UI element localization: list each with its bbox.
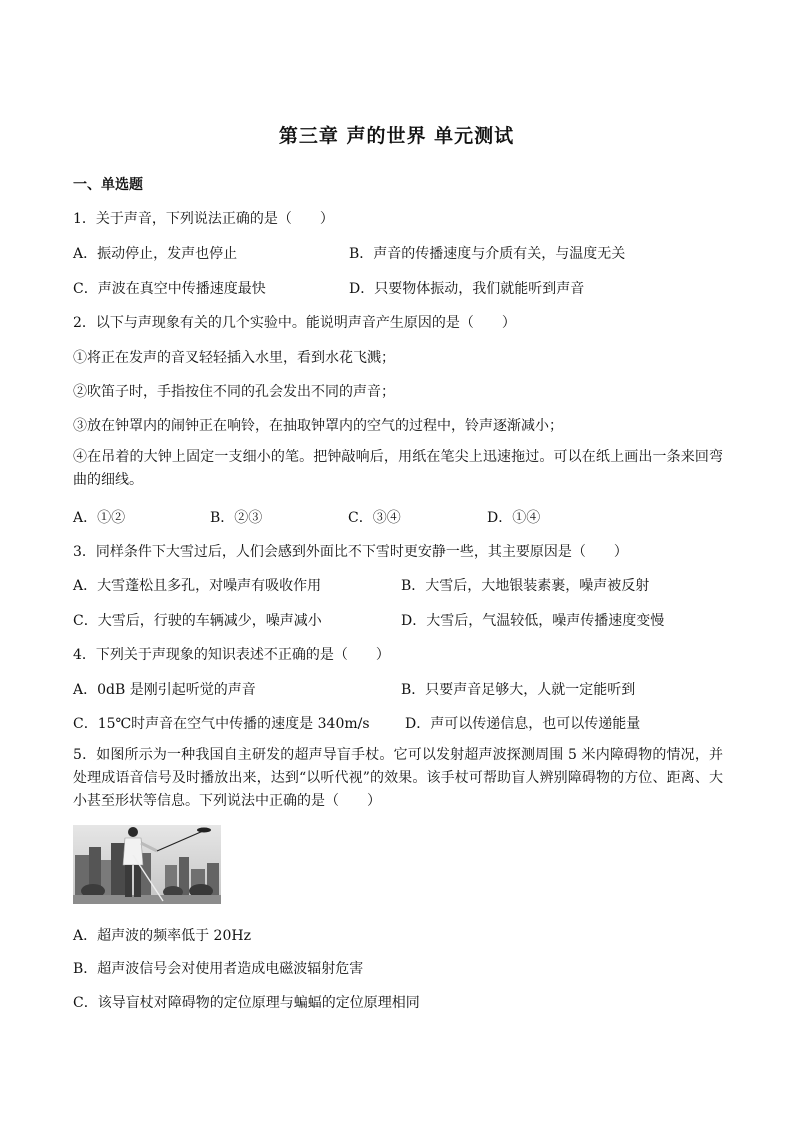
question-5-stem: 5．如图所示为一种我国自主研发的超声导盲手杖。它可以发射超声波探测周围 5 米内障碍物的情况，并处理成语音信号及时播放出来，达到“以听代视”的效果。该手杖可帮助盲人辨别障碍物的方位、距离、大小甚至形状等信息。下列说法中正确的是（ ）	[73, 747, 723, 809]
question-2-option-d: D．①④	[487, 510, 541, 526]
question-2-item-4: ④在吊着的大钟上固定一支细小的笔。把钟敲响后，用纸在笔尖上迅速拖过。可以在纸上画出一条来回弯曲的细线。	[73, 449, 723, 488]
question-4-option-a: A．0dB 是刚引起听觉的声音	[73, 682, 256, 698]
question-1-option-c: C．声波在真空中传播速度最快	[73, 281, 266, 297]
question-1-stem: 1．关于声音，下列说法正确的是（ ）	[73, 211, 334, 227]
ultrasonic-cane-photo	[73, 825, 221, 904]
question-2-option-b: B．②③	[210, 510, 263, 526]
question-4-option-d: D．声可以传递信息，也可以传递能量	[405, 716, 641, 732]
question-1-option-b: B．声音的传播速度与介质有关，与温度无关	[349, 246, 626, 262]
page-title: 第三章 声的世界 单元测试	[278, 125, 515, 147]
question-1-option-a: A．振动停止，发声也停止	[73, 246, 238, 262]
question-3-option-d: D．大雪后，气温较低，噪声传播速度变慢	[401, 613, 665, 629]
question-5-option-b: B．超声波信号会对使用者造成电磁波辐射危害	[73, 961, 364, 977]
section-heading: 一、单选题	[73, 177, 143, 193]
question-1-option-d: D．只要物体振动，我们就能听到声音	[349, 281, 585, 297]
question-2-stem: 2．以下与声现象有关的几个实验中。能说明声音产生原因的是（ ）	[73, 315, 516, 331]
question-5-option-c: C．该导盲杖对障碍物的定位原理与蝙蝠的定位原理相同	[73, 995, 420, 1011]
question-5-option-a: A．超声波的频率低于 20Hz	[73, 928, 251, 944]
question-2-item-2: ②吹笛子时，手指按住不同的孔会发出不同的声音；	[73, 384, 395, 400]
question-4-option-b: B．只要声音足够大，人就一定能听到	[401, 682, 636, 698]
question-3-option-c: C．大雪后，行驶的车辆减少，噪声减小	[73, 613, 322, 629]
question-4-stem: 4．下列关于声现象的知识表述不正确的是（ ）	[73, 647, 390, 663]
question-2-option-a: A．①②	[73, 510, 126, 526]
question-3-option-b: B．大雪后，大地银装素裹，噪声被反射	[401, 578, 650, 594]
question-4-option-c: C．15℃时声音在空气中传播的速度是 340m/s	[73, 716, 370, 732]
question-3-stem: 3．同样条件下大雪过后，人们会感到外面比不下雪时更安静一些，其主要原因是（ ）	[73, 544, 628, 560]
question-2-item-1: ①将正在发声的音叉轻轻插入水里，看到水花飞溅；	[73, 350, 395, 366]
question-2-item-3: ③放在钟罩内的闹钟正在响铃，在抽取钟罩内的空气的过程中，铃声逐渐减小；	[73, 418, 563, 434]
ultrasonic-cane-illustration	[73, 825, 221, 904]
question-2-option-c: C．③④	[348, 510, 401, 526]
question-3-option-a: A．大雪蓬松且多孔，对噪声有吸收作用	[73, 578, 322, 594]
